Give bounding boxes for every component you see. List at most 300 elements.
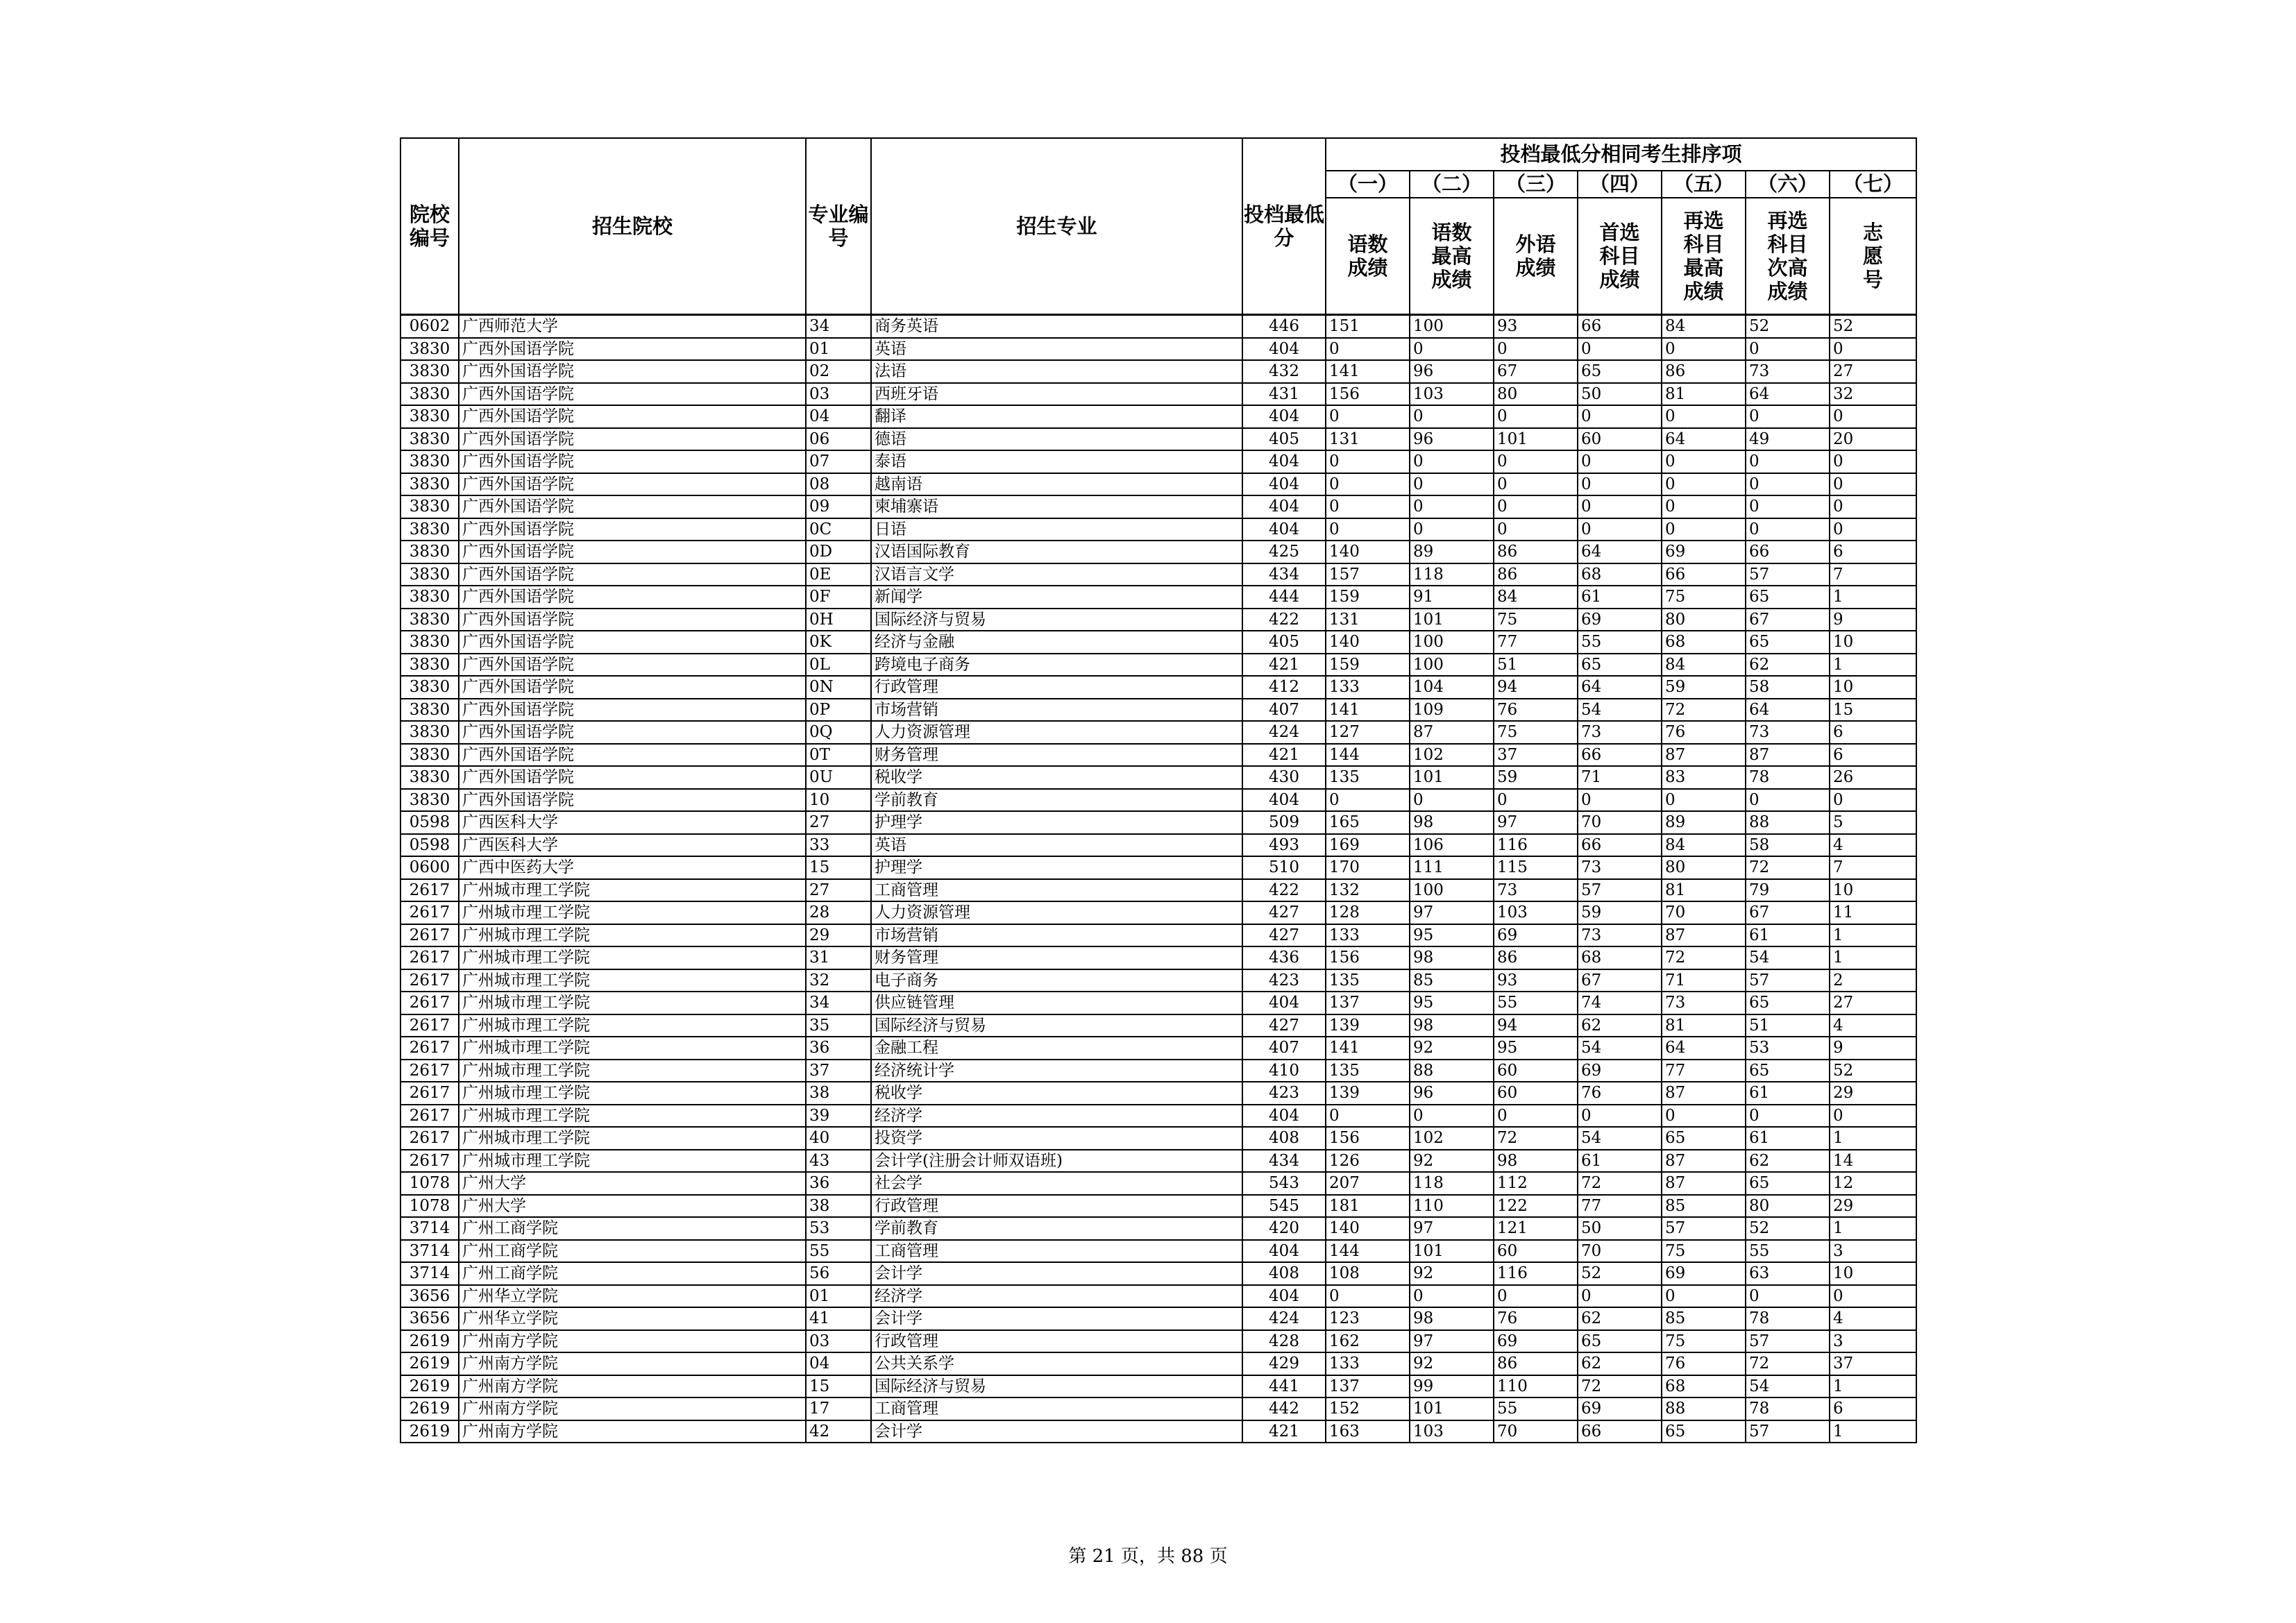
cell-major-code: 36 [806,1037,871,1060]
cell-rank5: 87 [1662,1082,1746,1105]
cell-rank5: 81 [1662,879,1746,902]
cell-rank3: 122 [1494,1195,1578,1218]
cell-school-name: 广州城市理工学院 [459,1082,806,1105]
cell-major-code: 53 [806,1217,871,1240]
cell-rank6: 0 [1746,495,1830,518]
cell-rank4: 70 [1578,1240,1662,1263]
cell-major-code: 15 [806,1375,871,1398]
table-row [400,676,1916,699]
table-row [400,1375,1916,1398]
cell-rank7: 11 [1830,901,1916,924]
cell-rank1: 144 [1326,1240,1410,1263]
cell-rank5: 80 [1662,856,1746,879]
header-tiebreak-group: 投档最低分相同考生排序项 [1326,138,1916,171]
table-row [400,360,1916,383]
cell-rank2: 98 [1410,1307,1494,1330]
cell-rank1: 152 [1326,1397,1410,1420]
cell-major-name: 工商管理 [871,879,1242,902]
table-row [400,1262,1916,1285]
cell-rank2: 101 [1410,1240,1494,1263]
cell-rank4: 65 [1578,1330,1662,1353]
cell-rank4: 0 [1578,1105,1662,1128]
cell-rank7: 0 [1830,473,1916,496]
cell-rank7: 0 [1830,518,1916,541]
cell-major-name: 公共关系学 [871,1352,1242,1375]
cell-rank3: 93 [1494,969,1578,992]
cell-rank6: 73 [1746,721,1830,744]
cell-school-name: 广西外国语学院 [459,360,806,383]
cell-rank5: 84 [1662,834,1746,857]
cell-rank3: 110 [1494,1375,1578,1398]
cell-major-name: 行政管理 [871,676,1242,699]
cell-school-code: 3830 [400,450,459,473]
cell-rank5: 76 [1662,721,1746,744]
cell-rank5: 83 [1662,766,1746,789]
cell-major-name: 汉语国际教育 [871,541,1242,563]
cell-rank5: 88 [1662,1397,1746,1420]
cell-rank1: 131 [1326,609,1410,631]
cell-rank2: 92 [1410,1037,1494,1060]
cell-rank6: 62 [1746,654,1830,677]
cell-rank5: 86 [1662,360,1746,383]
table-row [400,1330,1916,1353]
cell-rank3: 55 [1494,992,1578,1014]
table-row [400,473,1916,496]
cell-school-name: 广西外国语学院 [459,428,806,451]
cell-major-code: 0E [806,563,871,586]
cell-rank7: 9 [1830,1037,1916,1060]
cell-rank5: 87 [1662,744,1746,767]
cell-rank1: 0 [1326,518,1410,541]
cell-major-code: 06 [806,428,871,451]
page-footer: 第 21 页，共 88 页 [1068,1546,1228,1567]
cell-min-score: 444 [1242,586,1326,609]
cell-rank5: 0 [1662,1285,1746,1308]
cell-rank4: 59 [1578,901,1662,924]
cell-min-score: 404 [1242,1105,1326,1128]
cell-rank6: 61 [1746,1082,1830,1105]
cell-school-name: 广西医科大学 [459,811,806,834]
cell-school-code: 2617 [400,1127,459,1150]
cell-school-name: 广西外国语学院 [459,744,806,767]
cell-school-code: 3830 [400,631,459,654]
cell-rank3: 0 [1494,473,1578,496]
cell-school-code: 1078 [400,1172,459,1195]
cell-school-code: 2617 [400,1014,459,1037]
cell-rank1: 181 [1326,1195,1410,1218]
cell-rank6: 58 [1746,834,1830,857]
cell-rank6: 78 [1746,766,1830,789]
table-row [400,654,1916,677]
cell-rank2: 100 [1410,315,1494,338]
cell-min-score: 412 [1242,676,1326,699]
cell-min-score: 410 [1242,1060,1326,1082]
cell-rank5: 65 [1662,1420,1746,1443]
cell-rank6: 57 [1746,1330,1830,1353]
cell-rank1: 131 [1326,428,1410,451]
cell-rank2: 0 [1410,1285,1494,1308]
cell-major-code: 0L [806,654,871,677]
cell-min-score: 404 [1242,789,1326,812]
cell-rank4: 0 [1578,495,1662,518]
cell-rank5: 72 [1662,699,1746,722]
cell-rank3: 94 [1494,676,1578,699]
cell-rank4: 66 [1578,315,1662,338]
cell-school-name: 广州华立学院 [459,1285,806,1308]
cell-rank2: 92 [1410,1352,1494,1375]
cell-school-code: 2617 [400,1082,459,1105]
cell-major-code: 0D [806,541,871,563]
table-row [400,495,1916,518]
cell-school-name: 广州城市理工学院 [459,1150,806,1173]
cell-rank1: 156 [1326,946,1410,969]
cell-school-name: 广州城市理工学院 [459,1037,806,1060]
cell-rank4: 71 [1578,766,1662,789]
cell-rank7: 32 [1830,383,1916,406]
cell-rank2: 97 [1410,1217,1494,1240]
cell-rank3: 93 [1494,315,1578,338]
cell-school-name: 广州华立学院 [459,1307,806,1330]
cell-school-code: 2617 [400,879,459,902]
header-ordinal: （四） [1578,171,1662,198]
cell-rank7: 10 [1830,631,1916,654]
cell-major-code: 39 [806,1105,871,1128]
cell-rank4: 77 [1578,1195,1662,1218]
cell-school-code: 3714 [400,1262,459,1285]
cell-rank5: 87 [1662,1150,1746,1173]
cell-major-code: 36 [806,1172,871,1195]
cell-rank3: 77 [1494,631,1578,654]
cell-major-code: 02 [806,360,871,383]
cell-rank7: 26 [1830,766,1916,789]
header-tiebreak-item: 首选科目成绩 [1578,198,1662,315]
cell-rank3: 76 [1494,699,1578,722]
cell-school-code: 3830 [400,405,459,428]
cell-major-code: 0N [806,676,871,699]
cell-min-score: 429 [1242,1352,1326,1375]
cell-rank1: 0 [1326,405,1410,428]
cell-school-name: 广州城市理工学院 [459,992,806,1014]
cell-school-name: 广西外国语学院 [459,609,806,631]
cell-major-code: 03 [806,1330,871,1353]
cell-school-name: 广西师范大学 [459,315,806,338]
cell-rank3: 76 [1494,1307,1578,1330]
cell-rank7: 15 [1830,699,1916,722]
cell-rank4: 0 [1578,338,1662,361]
cell-rank2: 99 [1410,1375,1494,1398]
cell-school-code: 3830 [400,518,459,541]
cell-rank6: 49 [1746,428,1830,451]
table-row [400,811,1916,834]
cell-rank5: 85 [1662,1195,1746,1218]
cell-school-code: 2617 [400,992,459,1014]
cell-rank5: 69 [1662,1262,1746,1285]
cell-school-code: 3656 [400,1285,459,1308]
cell-rank4: 60 [1578,428,1662,451]
cell-major-code: 01 [806,1285,871,1308]
cell-school-code: 3830 [400,473,459,496]
cell-rank3: 67 [1494,360,1578,383]
cell-min-score: 421 [1242,1420,1326,1443]
cell-major-name: 行政管理 [871,1330,1242,1353]
cell-school-name: 广州城市理工学院 [459,901,806,924]
cell-rank1: 128 [1326,901,1410,924]
cell-school-code: 2617 [400,1037,459,1060]
cell-rank3: 60 [1494,1060,1578,1082]
cell-rank5: 81 [1662,383,1746,406]
table-row [400,586,1916,609]
cell-min-score: 420 [1242,1217,1326,1240]
cell-rank7: 1 [1830,1127,1916,1150]
cell-rank4: 68 [1578,946,1662,969]
cell-rank7: 1 [1830,654,1916,677]
cell-rank4: 0 [1578,789,1662,812]
cell-min-score: 431 [1242,383,1326,406]
cell-school-name: 广州城市理工学院 [459,1127,806,1150]
cell-school-name: 广州城市理工学院 [459,1105,806,1128]
cell-rank4: 65 [1578,654,1662,677]
cell-major-name: 投资学 [871,1127,1242,1150]
cell-major-name: 经济与金融 [871,631,1242,654]
cell-rank5: 87 [1662,1172,1746,1195]
cell-school-code: 3830 [400,541,459,563]
cell-school-code: 3830 [400,563,459,586]
cell-school-code: 0602 [400,315,459,338]
table-row [400,1217,1916,1240]
cell-min-score: 422 [1242,879,1326,902]
cell-major-name: 法语 [871,360,1242,383]
header-ordinal: （二） [1410,171,1494,198]
cell-min-score: 404 [1242,338,1326,361]
table-row [400,1307,1916,1330]
cell-school-name: 广西外国语学院 [459,789,806,812]
cell-min-score: 421 [1242,654,1326,677]
cell-rank4: 54 [1578,1037,1662,1060]
cell-school-code: 2617 [400,901,459,924]
cell-rank3: 0 [1494,450,1578,473]
cell-rank5: 75 [1662,1330,1746,1353]
cell-major-code: 56 [806,1262,871,1285]
cell-rank2: 96 [1410,360,1494,383]
cell-rank7: 27 [1830,360,1916,383]
table-row [400,631,1916,654]
cell-rank3: 112 [1494,1172,1578,1195]
cell-major-name: 西班牙语 [871,383,1242,406]
cell-rank3: 51 [1494,654,1578,677]
cell-school-name: 广州城市理工学院 [459,969,806,992]
cell-rank4: 66 [1578,1420,1662,1443]
cell-rank4: 62 [1578,1352,1662,1375]
cell-rank4: 61 [1578,1150,1662,1173]
table-row [400,1420,1916,1443]
cell-min-score: 404 [1242,992,1326,1014]
cell-rank6: 0 [1746,338,1830,361]
cell-rank3: 98 [1494,1150,1578,1173]
cell-rank2: 101 [1410,766,1494,789]
cell-min-score: 430 [1242,766,1326,789]
cell-rank2: 0 [1410,789,1494,812]
cell-major-name: 财务管理 [871,946,1242,969]
cell-rank6: 78 [1746,1397,1830,1420]
cell-rank1: 141 [1326,699,1410,722]
cell-rank2: 110 [1410,1195,1494,1218]
cell-major-code: 15 [806,856,871,879]
cell-school-name: 广西外国语学院 [459,766,806,789]
cell-rank3: 86 [1494,563,1578,586]
cell-rank3: 75 [1494,609,1578,631]
cell-school-code: 3830 [400,586,459,609]
cell-rank5: 0 [1662,495,1746,518]
table-row [400,721,1916,744]
header-tiebreak-item: 再选科目最高成绩 [1662,198,1746,315]
cell-rank7: 0 [1830,405,1916,428]
table-row [400,1285,1916,1308]
cell-major-code: 07 [806,450,871,473]
cell-rank7: 0 [1830,789,1916,812]
header-school-code: 院校编号 [400,138,459,315]
cell-school-code: 2617 [400,1105,459,1128]
cell-rank1: 169 [1326,834,1410,857]
cell-school-name: 广州城市理工学院 [459,946,806,969]
cell-major-code: 0F [806,586,871,609]
table-row [400,969,1916,992]
cell-rank6: 65 [1746,586,1830,609]
cell-school-code: 3830 [400,676,459,699]
cell-rank2: 0 [1410,1105,1494,1128]
cell-rank3: 80 [1494,383,1578,406]
cell-major-name: 学前教育 [871,1217,1242,1240]
cell-rank4: 73 [1578,924,1662,947]
cell-rank5: 59 [1662,676,1746,699]
cell-major-name: 越南语 [871,473,1242,496]
cell-school-code: 0600 [400,856,459,879]
cell-rank7: 0 [1830,1285,1916,1308]
cell-rank6: 64 [1746,383,1830,406]
table-row [400,1240,1916,1263]
cell-rank4: 70 [1578,811,1662,834]
cell-school-name: 广西外国语学院 [459,563,806,586]
table-header [400,138,1916,315]
cell-rank1: 123 [1326,1307,1410,1330]
table-row [400,699,1916,722]
cell-school-code: 2619 [400,1420,459,1443]
cell-min-score: 404 [1242,450,1326,473]
cell-rank4: 0 [1578,473,1662,496]
cell-rank5: 0 [1662,450,1746,473]
cell-rank6: 58 [1746,676,1830,699]
cell-rank7: 4 [1830,1014,1916,1037]
cell-rank7: 10 [1830,1262,1916,1285]
cell-rank4: 54 [1578,1127,1662,1150]
cell-rank2: 98 [1410,1014,1494,1037]
cell-min-score: 404 [1242,518,1326,541]
cell-rank7: 29 [1830,1195,1916,1218]
cell-rank5: 64 [1662,428,1746,451]
cell-min-score: 428 [1242,1330,1326,1353]
cell-rank1: 135 [1326,969,1410,992]
cell-rank5: 81 [1662,1014,1746,1037]
cell-rank6: 63 [1746,1262,1830,1285]
table-row [400,946,1916,969]
cell-rank6: 88 [1746,811,1830,834]
cell-school-code: 1078 [400,1195,459,1218]
cell-major-name: 护理学 [871,856,1242,879]
cell-school-name: 广州城市理工学院 [459,924,806,947]
cell-rank6: 0 [1746,1105,1830,1128]
cell-school-name: 广西医科大学 [459,834,806,857]
cell-rank4: 69 [1578,1060,1662,1082]
cell-school-code: 2619 [400,1352,459,1375]
cell-rank3: 0 [1494,495,1578,518]
cell-major-name: 电子商务 [871,969,1242,992]
cell-major-code: 09 [806,495,871,518]
cell-rank6: 0 [1746,789,1830,812]
cell-rank1: 0 [1326,495,1410,518]
cell-major-code: 35 [806,1014,871,1037]
cell-rank4: 0 [1578,1285,1662,1308]
table-row [400,1127,1916,1150]
cell-school-code: 2617 [400,1150,459,1173]
cell-rank5: 77 [1662,1060,1746,1082]
cell-school-name: 广州南方学院 [459,1397,806,1420]
cell-major-name: 行政管理 [871,1195,1242,1218]
cell-rank2: 102 [1410,1127,1494,1150]
cell-school-code: 3830 [400,495,459,518]
cell-rank6: 57 [1746,969,1830,992]
cell-school-code: 3830 [400,766,459,789]
cell-rank6: 72 [1746,1352,1830,1375]
cell-rank5: 76 [1662,1352,1746,1375]
cell-rank4: 0 [1578,518,1662,541]
cell-rank5: 68 [1662,1375,1746,1398]
cell-min-score: 434 [1242,1150,1326,1173]
cell-rank1: 139 [1326,1014,1410,1037]
cell-rank7: 27 [1830,992,1916,1014]
header-ordinal: （六） [1746,171,1830,198]
cell-rank6: 67 [1746,901,1830,924]
cell-rank1: 137 [1326,1375,1410,1398]
cell-school-name: 广州工商学院 [459,1240,806,1263]
cell-rank6: 65 [1746,1172,1830,1195]
cell-major-name: 英语 [871,338,1242,361]
cell-rank2: 88 [1410,1060,1494,1082]
header-tiebreak-item: 外语成绩 [1494,198,1578,315]
cell-major-name: 市场营销 [871,699,1242,722]
cell-rank3: 116 [1494,834,1578,857]
cell-rank7: 3 [1830,1330,1916,1353]
cell-school-code: 2619 [400,1330,459,1353]
cell-rank4: 68 [1578,563,1662,586]
cell-rank1: 159 [1326,586,1410,609]
cell-min-score: 404 [1242,1240,1326,1263]
cell-major-name: 税收学 [871,766,1242,789]
admission-score-table [400,137,1917,1443]
cell-rank5: 84 [1662,654,1746,677]
table-row [400,901,1916,924]
cell-school-code: 0598 [400,834,459,857]
cell-rank1: 132 [1326,879,1410,902]
cell-rank2: 0 [1410,473,1494,496]
cell-school-code: 0598 [400,811,459,834]
cell-major-code: 40 [806,1127,871,1150]
cell-rank7: 0 [1830,450,1916,473]
cell-school-name: 广西外国语学院 [459,518,806,541]
cell-rank4: 50 [1578,1217,1662,1240]
cell-rank1: 144 [1326,744,1410,767]
cell-rank2: 0 [1410,518,1494,541]
table-row [400,834,1916,857]
cell-rank7: 6 [1830,1397,1916,1420]
